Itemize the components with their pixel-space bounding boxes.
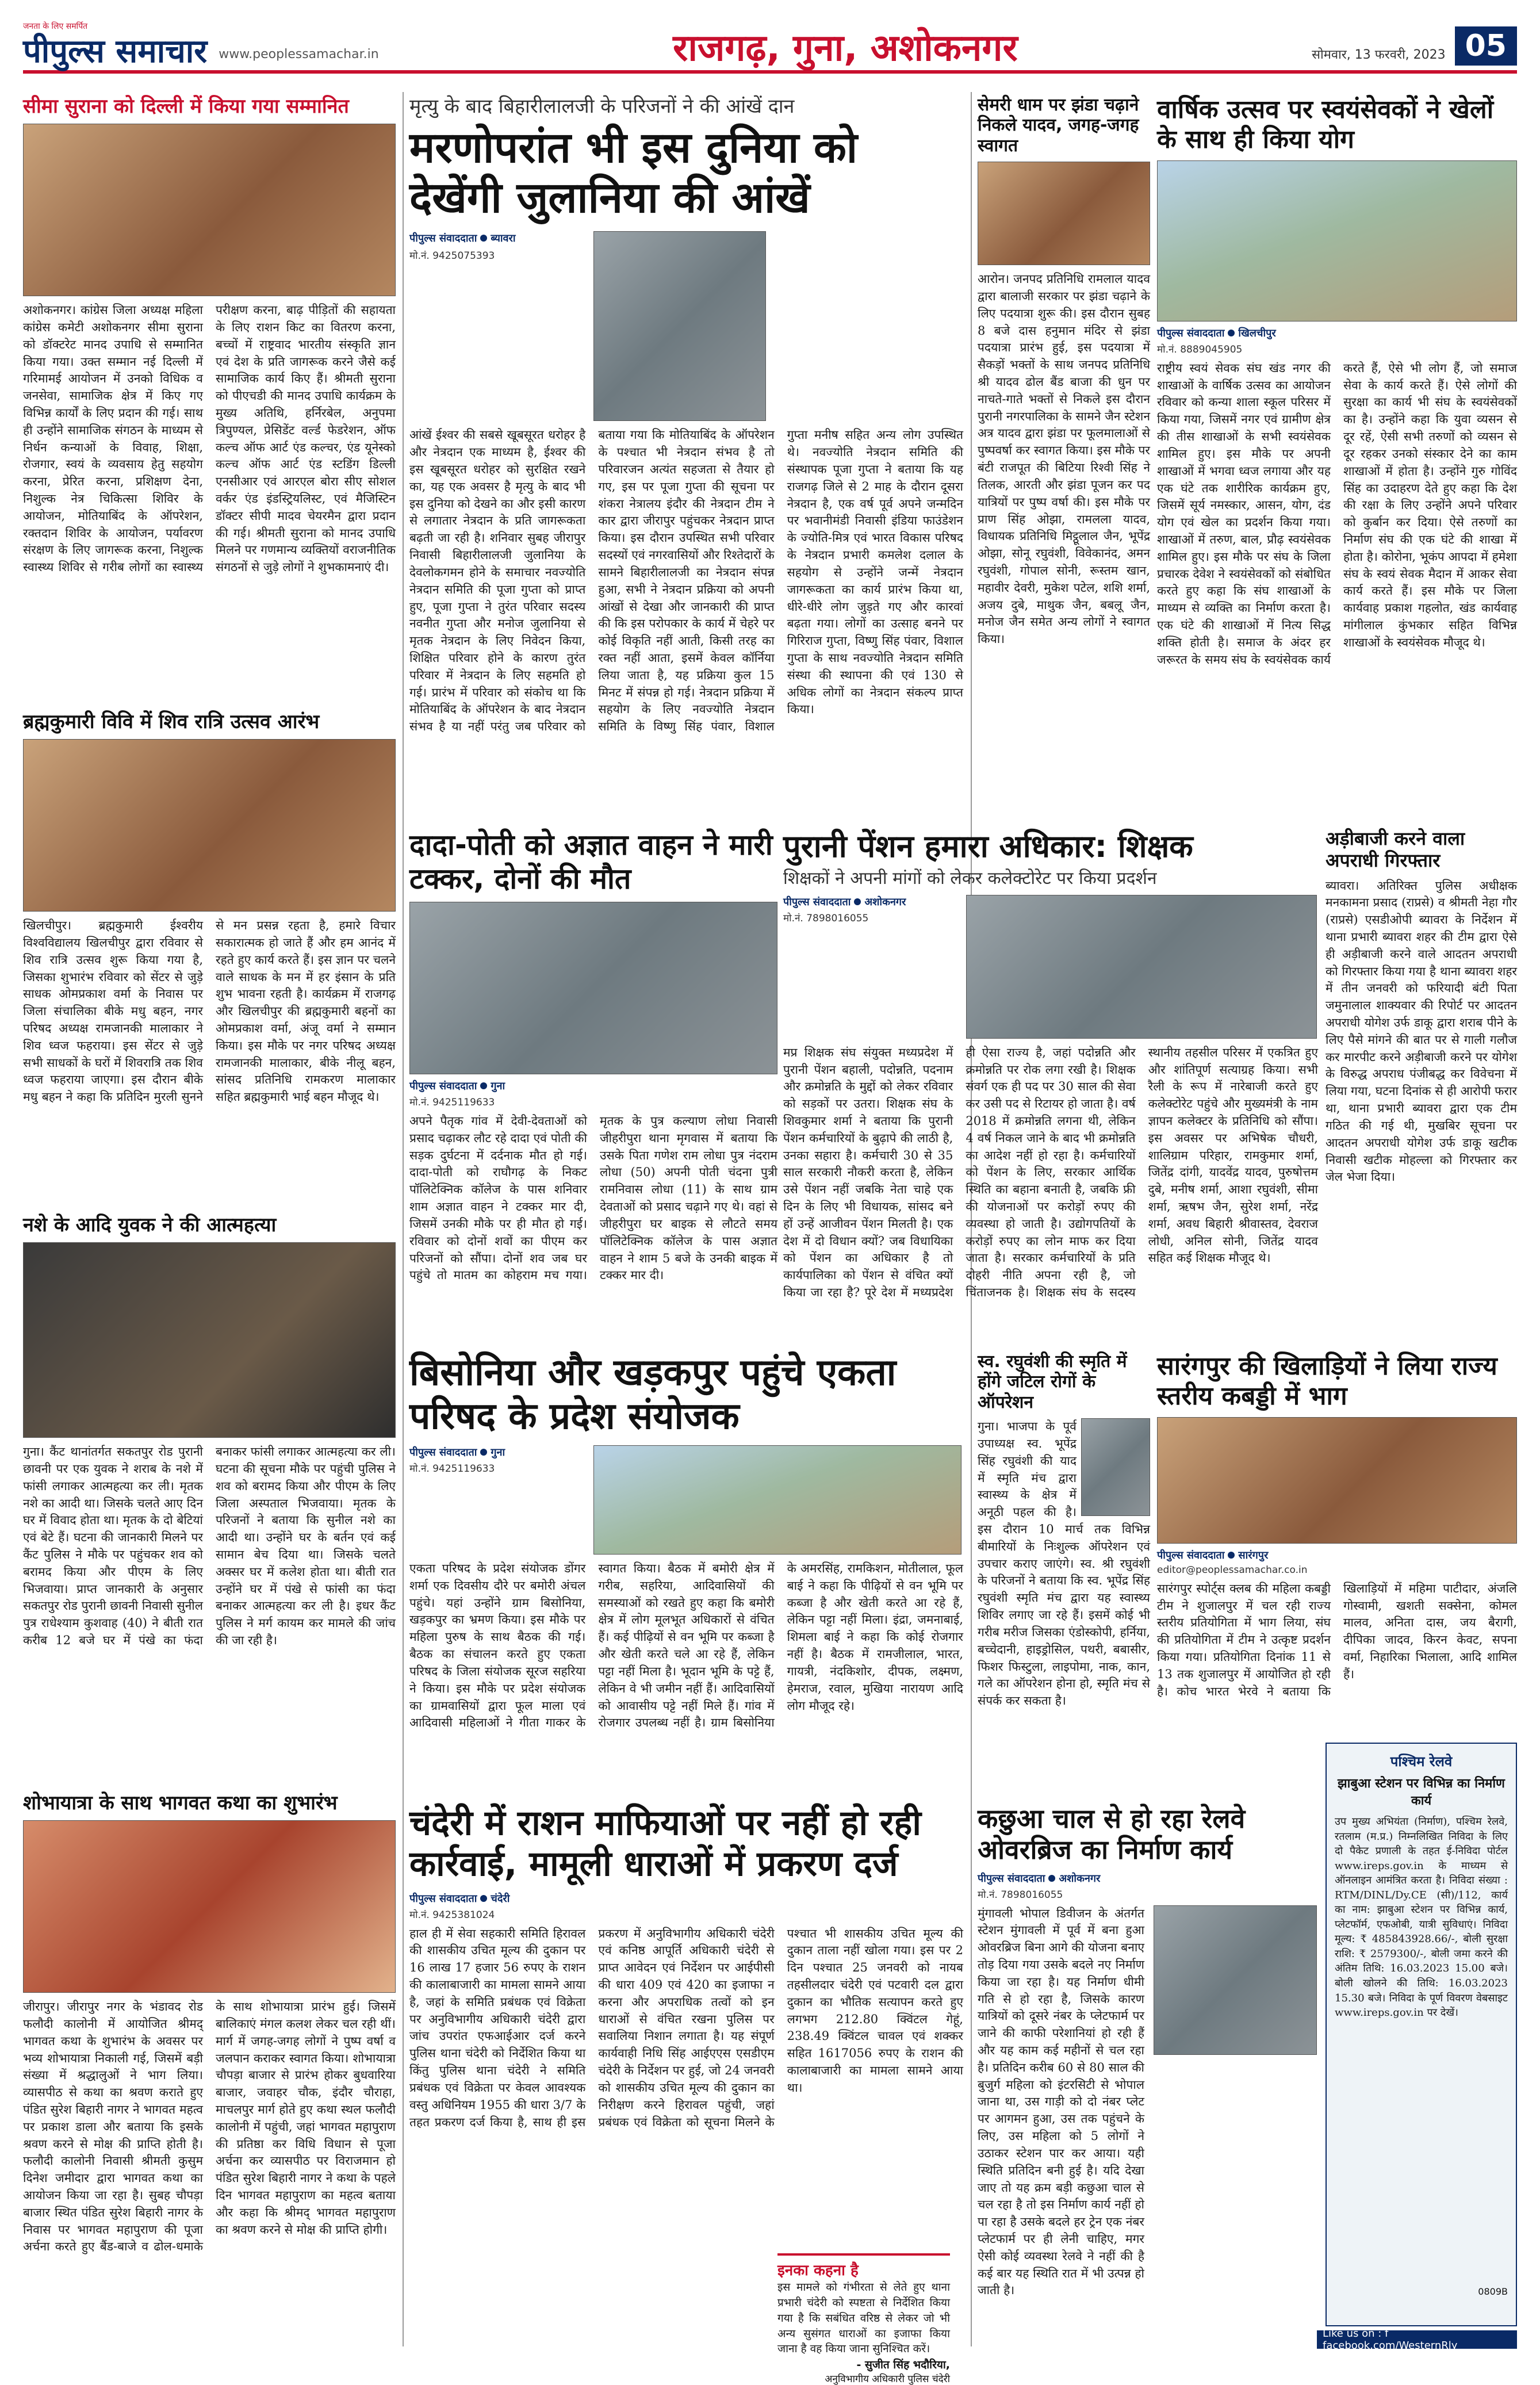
email[interactable]: editor@peoplessamachar.co.in <box>1157 1564 1308 1576</box>
dot-icon <box>480 1082 487 1089</box>
headline: सारंगपुर की खिलाड़ियों ने लिया राज्य स्तरीय कबड्डी में भाग <box>1157 1352 1497 1411</box>
mobile-number: मो.नं. 9425119633 <box>409 1097 495 1108</box>
byline: पीपुल्स संवाददाता ब्यावरा <box>409 232 516 245</box>
story-body: ब्यावरा। अतिरिक्त पुलिस अधीक्षक मनकामना प्रसाद (राप्रसे) व श्रीमती नेहा गौर (राप्रसे) एसडीओपी ब्यावरा के निर्देशन में थाना प्रभारी ब्यावरा शहर की टीम द्वारा ऐसे ही अड़ीबाजी करने वाले आदतन अपराधी को गिरफ्तार किया गया है थाना ब्यावरा शहर में तीन जनवरी को फरियादी बंटी पिता जमुनालाल शाक्यवार की रिपोर्ट पर आदतन अपराधी योगेश उर्फ डाकू द्वारा शराब पीने के लिए पैसे मांगने की बात पर से गाली गलौज कर मारपीट करने अड़ीबाजी करने पर योगेश के विरुद्ध अपराध पंजीबद्ध कर विवेचना में लिया गया, घटना दिनांक से ही आरोपी फरार था, थाना प्रभारी ब्यावरा द्वारा एक टीम गठित की गई थी, मुखबिर सूचना पर आदतन अपराधी योगेश उर्फ डाकू खटीक निवासी खटीक मोहल्ला को गिरफ्तार कर जेल भेजा दिया। <box>1326 878 1517 1184</box>
notice-code: 0809B <box>1478 2286 1508 2297</box>
byline: पीपुल्स संवाददाता अशोकनगर <box>978 1872 1101 1885</box>
story-body: एकता परिषद के प्रदेश संयोजक डोंगर शर्मा एक दिवसीय दौरे पर बमोरी अंचल पहुंचे। यहां उन्होंने ग्राम बिसोनिया, खड़कपुर का भ्रमण किया। इस मौके पर महिला पुरुष के साथ बैठक की गई। बैठक का संचालन करते हुए एकता परिषद के जिला संयोजक सूरज सहरिया ने किया। इस मौके पर प्रदेश संयोजक का ग्रामवासियों द्वारा फूल माला एवं आदिवासी महिलाओं ने गीता गाकर के स्वागत किया। बैठक में बमोरी क्षेत्र में गरीब, सहरिया, आदिवासियों की समस्याओं को रखते हुए कहा कि बमोरी क्षेत्र में लोग मूलभूत अधिकारों से वंचित हैं। कई पीढ़ियों से वन भूमि पर कब्जा है और खेती करते चले आ रहे हैं, लेकिन पट्टा नहीं मिला है। भूदान भूमि के पट्टे हैं, लेकिन वे भी जमीन नहीं हैं। आदिवासियों को आवासीय पट्टे नहीं मिले हैं। गांव में रोजगार उपलब्ध नहीं है। ग्राम बिसोनिया के अमरसिंह, रामकिशन, मोतीलाल, फूल बाई ने कहा कि पीढ़ियों से वन भूमि पर कब्जा है और खेती करते आ रहे हैं, लेकिन पट्टा नहीं मिला। इंद्रा, जमनाबाई, शिमला बाई ने कहा कि कोई रोजगार नहीं है। बैठक में रामजीलाल, भारत, गायत्री, नंदकिशोर, दीपक, लक्ष्मण, हेमराज, रवाल, मुखिया नारायण आदि लोग मौजूद रहे। <box>409 1561 963 1730</box>
story-semri <box>978 95 1150 820</box>
photo-kabaddi-team <box>1157 1417 1517 1544</box>
story-eye-donation <box>409 95 963 814</box>
story-body: गुना। भाजपा के पूर्व उपाध्यक्ष स्व. भूपेंद्र सिंह रघुवंशी की याद में स्मृति मंच द्वारा स्वास्थ्य के क्षेत्र में अनूठी पहल की है। इस दौरान 10 मार्च तक विभिन्न बीमारियों के निःशुल्क ऑपरेशन एवं उपचार कराए जाएंगे। स्व. श्री रघुवंशी के परिजनों ने बताया कि स्व. भूपेंद्र सिंह रघुवंशी स्मृति मंच द्वारा यह स्वास्थ्य शिविर लगाए जा रहे हैं। इसमें कोई भी गरीब मरीज जिसका एंडोस्कोपी, हर्निया, बच्चेदानी, हाइड्रोसिल, पथरी, बबासीर, फिशर फिस्टुला, लाइपोमा, नाक, कान, गले का ऑपरेशन होना हो, स्मृति मंच से संपर्क कर सकता है। <box>978 1419 1150 1708</box>
dateline: सोमवार, 13 फरवरी, 2023 <box>1312 48 1446 62</box>
quote-body: इस मामले को गंभीरता से लेते हुए थाना प्रभारी चंदेरी को स्पष्टता से निर्देशित किया गया है कि सबंधित वरिष्ठ से लेकर जो भी अन्य सुसंगत धाराओं का इजाफा किया जाना है वह किया जाना सुनिश्चित करें। <box>777 2280 950 2356</box>
byline: पीपुल्स संवाददाता खिलचीपुर <box>1157 327 1276 339</box>
story-body: जीरापुर। जीरापुर नगर के भंडावद रोड फलौदी कालोनी में आयोजित श्रीमद् भागवत कथा के शुभारंभ के अवसर पर भव्य शोभायात्रा निकाली गई, जिसमें बड़ी संख्या में श्रद्धालुओं ने भाग लिया। व्यासपीठ से कथा का श्रवण कराते हुए पंडित सुरेश बिहारी नागर ने भागवत महत्व पर प्रकाश डाला और बताया कि इसके श्रवण करने से मोक्ष की प्राप्ति होती है। फलौदी कालोनी निवासी श्रीमती कुसुम दिनेश जमीदार द्वारा भागवत कथा का आयोजन किया जा रहा है। सुबह चौपड़ा बाजार स्थित पंडित सुरेश बिहारी नागर के निवास पर भागवत महापुराण की पूजा अर्चना करते हुए बैंड-बाजे व ढोल-धमाके के साथ शोभायात्रा प्रारंभ हुई। जिसमें बालिकाएं मंगल कलश लेकर चल रही थीं। मार्ग में जगह-जगह लोगों ने पुष्प वर्षा व जलपान कराकर स्वागत किया। शोभायात्रा चौपड़ा बाजार से प्रारंभ होकर बुधवारिया बाजार, जवाहर चौक, इंदौर चौराहा, माचलपुर मार्ग होते हुए कथा स्थल फलौदी कालोनी में पहुंची, जहां भागवत महापुराण की प्रतिष्ठा कर विधि विधान से पूजा अर्चना कर व्यासपीठ पर विराजमान हो पंडित सुरेश बिहारी नागर ने कथा के पहले दिन भागवत महापुराण का महत्व बताया और कहा कि श्रीमद् भागवत महापुराण का श्रवण करने से मोक्ष की प्राप्ति होगी। <box>23 2000 396 2254</box>
dot-icon <box>480 1895 487 1902</box>
headline: ब्रह्मकुमारी विवि में शिव रात्रि उत्सव आरंभ <box>23 710 320 733</box>
story-body: गुना। कैंट थानांतर्गत सकतपुर रोड पुरानी छावनी पर एक युवक ने शराब के नशे में फांसी लगाकर आत्महत्या कर ली। मृतक नशे का आदी था। जिसके चलते आए दिन घर में विवाद होता था। मृतक के दो बेटियां एवं बेटे हैं। घटना की जानकारी मिलने पर कैंट पुलिस ने मौके पर पहुंचकर शव को बरामद किया और पीएम के लिए भिजवाया। प्राप्त जानकारी के अनुसार सकतपुर रोड पुरानी छावनी निवासी सुनील पुत्र राधेश्याम कुशवाह (40) ने बीती रात करीब 12 बजे घर में पंखे का फंदा बनाकर फांसी लगाकर आत्महत्या कर ली। घटना की सूचना मौके पर पहुंची पुलिस ने शव को बरामद किया और पीएम के लिए जिला अस्पताल भिजवाया। मृतक के परिजनों ने बताया कि सुनील नशे का आदी था। उन्होंने घर के बर्तन एवं कई सामान बेच दिया था। जिसके चलते अक्सर घर में कलेश होता था। बीती रात उन्होंने घर में पंखे से फांसी का फंदा बनाकर आत्महत्या कर ली है। इधर कैंट पुलिस ने मर्ग कायम कर मामले की जांच की जा रही है। <box>23 1445 396 1648</box>
photo-portrait <box>593 231 766 421</box>
story-body: अशोकनगर। कांग्रेस जिला अध्यक्ष महिला कांग्रेस कमेटी अशोकनगर सीमा सुराना को डॉक्टरेट मानद उपाधि से सम्मानित किया गया। उक्त सम्मान नई दिल्ली में गरिमामई आयोजन में उनको विधिक व जनसेवा, सामाजिक क्षेत्र में किए गए विभिन्न कार्यों के लिए प्रदान की गई। साथ ही उन्होंने सामाजिक संगठन के माध्यम से निर्धन कन्याओं के विवाह, शिक्षा, रोजगार, स्वयं के व्यवसाय हेतु सहयोग करना, प्रेरित करना, प्रशिक्षण देना, निशुल्क नेत्र चिकित्सा शिविर के आयोजन, मोतियाबिंद के ऑपरेशन, रक्तदान शिविर के आयोजन, पर्यावरण संरक्षण के लिए जागरूक करना, निशुल्क स्वास्थ्य शिविर से गरीब लोगों का स्वास्थ्य परीक्षण करना, बाढ़ पीड़ितों की सहायता के लिए राशन किट का वितरण करना, बच्चों में राष्ट्रवाद भारतीय संस्कृति ज्ञान एवं देश के प्रति जागरूक करने जैसे कई सामाजिक कार्य किए हैं। श्रीमती सुराना को पीएचडी की मानद उपाधि कार्यक्रम के मुख्य अतिथि, हर्निरबेल, अनुपमा त्रिपुण्यल, प्रेसिडेंट वर्ल्ड फेडरेशन, ऑफ कल्च ऑफ आर्ट एंड कल्चर, एंड यूनेस्को कल्च ऑफ आर्ट एंड स्टडिंग डिल्ली एनसीआर एवं आरएल बोरा सीए सोशल वर्कर एंड इंडस्ट्रियलिस्ट, एवं मैजिस्टिन डॉक्टर सीपी मादव चेयरमैन द्वारा प्रदान की गई। श्रीमती सुराना को मानद उपाधि मिलने पर गणमान्य व्यक्तियों वराजनीतिक संगठनों से जुड़े लोगों ने शुभकामनाएं दी। <box>23 303 396 575</box>
tender-notice <box>1326 1743 1517 2326</box>
photo-meeting <box>593 1445 961 1555</box>
dot-icon <box>1228 330 1235 336</box>
headline: अड़ीबाजी करने वाला अपराधी गिरफ्तार <box>1326 828 1465 871</box>
byline: पीपुल्स संवाददाता अशोकनगर <box>783 895 906 908</box>
story-body: मप्र शिक्षक संघ संयुक्त मध्यप्रदेश में पुरानी पेंशन बहाली, पदोन्नति, पदनाम और क्रमोन्नति के मुद्दों को लेकर रविवार को सड़कों पर उतरा। शिक्षक संघ के शिवकुमार शर्मा ने बताया कि पुरानी पेंशन कर्मचारियों के बुढ़ापे की लाठी है, उनका सहारा है। कर्मचारी 30 से 35 साल सरकारी नौकरी करता है, लेकिन उसे पेंशन नहीं जबकि नेता चाहे एक दिन के लिए भी विधायक, सांसद बने हों उन्हें आजीवन पेंशन मिलती है। एक देश में दो विधान क्यों? जब विधायिका को पेंशन का अधिकार है तो कार्यपालिका को पेंशन से वंचित क्यों किया जा रहा है? पूरे देश में मध्यप्रदेश ही ऐसा राज्य है, जहां पदोन्नति और क्रमोन्नति पर रोक लगा रखी है। शिक्षक संवर्ग एक ही पद पर 30 साल की सेवा कर उसी पद से रिटायर हो जाता है। वर्ष 2018 में क्रमोन्नति लगना थी, लेकिन 4 वर्ष निकल जाने के बाद भी क्रमोन्नति का आदेश नहीं हो रहा है। कर्मचारियों को पेंशन के लिए, सरकार आर्थिक स्थिति का बहाना बनाती है, जबकि फ्री की योजनाओं पर करोड़ों रुपए की व्यवस्था हो जाती है। उद्योगपतियों के करोड़ों रुपए का लोन माफ कर दिया जाता है। सरकार कर्मचारियों के प्रति दोहरी नीति अपना रही है, जो चिंताजनक है। शिक्षक संघ के सदस्य स्थानीय तहसील परिसर में एकत्रित हुए और शांतिपूर्ण सत्याग्रह किया। सभी रैली के रूप में नारेबाजी करते हुए कलेक्टोरेट पहुंचे और मुख्यमंत्री के नाम ज्ञापन कलेक्टर के प्रतिनिधि को सौंपा। इस अवसर पर अभिषेक चौधरी, शालिग्राम परिहार, रामकुमार शर्मा, जितेंद्र दांगी, यादवेंद्र यादव, पुरुषोत्तम दुबे, मनीष शर्मा, आशा रघुवंशी, सीमा शर्मा, ऋषभ जैन, सुरेश शर्मा, नरेंद्र शर्मा, अवध बिहारी श्रीवास्तव, देवराज लोधी, अनिल सोनी, जितेंद्र यादव सहित कई शिक्षक मौजूद थे। <box>783 1045 1318 1300</box>
story-body: मुंगावली भोपाल डिवीजन के अंतर्गत स्टेशन मुंगावली में पूर्व में बना हुआ ओवरब्रिज बिना आगे की योजना बनाए तोड़ दिया गया उसके बदले नए निर्माण किया जा रहा है। यह निर्माण धीमी गति से हो रहा है, जिसके कारण यात्रियों को दूसरे नंबर के प्लेटफार्म पर जाने की काफी परेशानियां हो रही हैं और यह काम कई महीनों से चल रहा है। प्रतिदिन करीब 60 से 80 साल की बुजुर्ग महिला को इंटरसिटी से भोपाल जाना था, उस गाड़ी को दो नंबर प्लेट पर आगमन हुआ, उस तक पहुंचने के लिए, उस महिला को 5 लोगों ने उठाकर स्टेशन पार कर आया। यही स्थिति प्रतिदिन बनी हुई है। यदि देखा जाए तो यह क्रम बड़ी कछुआ चाल से चल रहा है तो इस निर्माण कार्य नहीं हो पा रहा है उसके बदले हर ट्रेन एक नंबर प्लेटफार्म पर ही लेनी चाहिए, मगर ऐसी कोई व्यवस्था रेलवे ने नहीं की है कई बार यह स्थिति रात में भी उत्पन्न हो जाती है। <box>978 1906 1144 2298</box>
story-accident <box>409 828 777 1334</box>
story-raghuvanshi <box>978 1352 1150 1789</box>
story-brahmakumari <box>23 710 396 1205</box>
photo-rss-event <box>1157 160 1517 321</box>
headline: पुरानी पेंशन हमारा अधिकार: शिक्षक <box>783 828 1193 864</box>
byline: पीपुल्स संवाददाता चंदेरी <box>409 1892 510 1905</box>
photo-accident <box>409 902 777 1074</box>
masthead <box>23 22 1517 74</box>
story-body: अपने पैतृक गांव में देवी-देवताओं को प्रसाद चढ़ाकर लौट रहे दादा एवं पोती की सड़क दुर्घटना में दर्दनाक मौत हो गई। दादा-पोती को राघौगढ़ के निकट पॉलिटेक्निक कॉलेज के पास शनिवार शाम अज्ञात वाहन ने टक्कर मार दी, जिसमें उनकी मौके पर ही मौत हो गई। रविवार को दोनों शवों का पीएम कर परिजनों को सौंपा। दोनों शव जब घर पहुंचे तो मातम का कोहराम मच गया। मृतक के पुत्र कल्याण लोधा निवासी जीहरीपुरा थाना मृगवास में बताया कि उसके पिता गणेश राम लोधा पुत्र नंदराम लोधा (50) अपनी पोती चंदना पुत्री रामनिवास लोधा (11) के साथ ग्राम देवताओं को प्रसाद चढ़ाने गए थे। वहां से जीहरीपुरा घर बाइक से लौटते समय पॉलिटेक्निक कॉलेज के पास अज्ञात वाहन ने शाम 5 बजे के उनकी बाइक में टक्कर मार दी। <box>409 1114 777 1283</box>
photo-incident <box>23 1242 396 1438</box>
story-body: आंखें ईश्वर की सबसे खूबसूरत धरोहर है और नेत्रदान एक माध्यम है, ईश्वर की इस खूबसूरत धरोहर को सुरक्षित रखने का, यह एक अवसर है मृत्यु के बाद भी इस दुनिया को देखने का और इसी कारण से लगातार नेत्रदान के प्रति जागरूकता बढ़ती जा रही है। शनिवार सुबह जीरापुर निवासी बिहारीलालजी जुलानिया के देवलोकगमन होने के समाचार नवज्योति नेत्रदान समिति की पूजा गुप्ता को प्राप्त हुए, पूजा गुप्ता ने तुरंत परिवार सदस्य नवनीत गुप्ता और मनोज जुलानिया से मृतक नेत्रदान के लिए निवेदन किया, शिक्षित परिवार होने के कारण तुरंत परिवार में नेत्रदान के लिए सहमति हो गई। प्रारंभ में परिवार को संकोच था कि मोतियाबिंद के ऑपरेशन के बाद नेत्रदान संभव है या नहीं परंतु जब परिवार को बताया गया कि मोतियाबिंद के ऑपरेशन के पश्चात भी नेत्रदान संभव है तो परिवारजन अत्यंत सहजता से तैयार हो गए, इस पर पूजा गुप्ता की सूचना पर शंकरा नेत्रालय इंदौर की नेत्रदान टीम ने कार द्वारा जीरापुर पहुंचकर नेत्रदान प्राप्त किया। इस दौरान उपस्थित सभी परिवार सदस्यों एवं नगरवासियों और रिश्तेदारों के सामने बिहारीलालजी का नेत्रदान संपन्न हुआ, सभी ने नेत्रदान प्रक्रिया को अपनी आंखों से देखा और जानकारी की प्राप्त की कि इस परोपकार के कार्य में चेहरे पर कोई विकृति नहीं आती, किसी तरह का रक्त नहीं आता, इसमें केवल कॉर्निया लिया जाता है, यह प्रक्रिया कुल 15 मिनट में संपन्न हो गई। नेत्रदान प्रक्रिया में सहयोग के लिए नवज्योति नेत्रदान समिति के विष्णु सिंह पंवार, विशाल गुप्ता मनीष सहित अन्य लोग उपस्थित थे। नवज्योति नेत्रदान समिति की संस्थापक पूजा गुप्ता ने बताया कि यह राजगढ़ जिले से 2 माह के दौरान दूसरा नेत्रदान है, एक वर्ष पूर्व अपने जन्मदिन पर भवानीमंडी निवासी इंडिया फाउंडेशन के ज्योति-मित्र एवं भारत विकास परिषद के नेत्रदान प्रभारी कमलेश दलाल के सहयोग से उन्होंने जन्में नेत्रदान जागरूकता का कार्य प्रारंभ किया था, धीरे-धीरे लोग जुड़ते गए और कारवां बढ़ता गया। लोगों का उत्साह बनने पर गिरिराज गुप्ता, विष्णु सिंह पंवार, विशाल गुप्ता के साथ नवज्योति नेत्रदान समिति संस्था की स्थापना की एवं 130 से अधिक लोगों का नेत्रदान संकल्प प्राप्त किया। <box>409 428 963 734</box>
photo-padyatra <box>978 162 1150 265</box>
quote-role: अनुविभागीय अधिकारी पुलिस चंदेरी <box>825 2373 950 2385</box>
mobile-number: मो.नं. 7898016055 <box>978 1889 1063 1901</box>
headline: सीमा सुराना को दिल्ली में किया गया सम्मानित <box>23 95 349 118</box>
photo-portrait <box>1081 1418 1150 1516</box>
mobile-number: मो.नं. 8889045905 <box>1157 343 1243 355</box>
notice-subtitle: झाबुआ स्टेशन पर विभिन्न का निर्माण कार्य <box>1338 1777 1505 1808</box>
quote-title: इनका कहना है <box>777 2261 859 2279</box>
story-suicide <box>23 1213 396 1777</box>
story-body: खिलचीपुर। ब्रह्मकुमारी ईश्वरीय विश्वविद्यालय खिलचीपुर द्वारा रविवार से शिव रात्रि उत्सव शुरू किया गया है, जिसका शुभारंभ रविवार को सेंटर से जुड़े साधक ओमप्रकाश वर्मा के निवास पर जिला संचालिका बीके मधु बहन, नगर परिषद अध्यक्ष रामजानकी मालाकार ने शिव ध्वज फहराया। इस सेंटर से जुड़े सभी साधकों के घरों में शिवरात्रि तक शिव ध्वज फहराया जाएगा। इस दौरान बीके मधु बहन ने कहा कि प्रतिदिन मुरली सुनने से मन प्रसन्न रहता है, हमारे विचार सकारात्मक हो जाते हैं और हम आनंद में रहते हुए कार्य करते हैं। इस ज्ञान पर चलने वाले साधक के मन में हर इंसान के प्रति शुभ भावना रहती है। कार्यक्रम में राजगढ़ और खिलचीपुर की ब्रह्मकुमारी बहनों का ओमप्रकाश वर्मा, अंजू वर्मा ने सम्मान किया। इस मौके पर नगर परिषद अध्यक्ष रामजानकी मालाकार, बीके नीलू बहन, सांसद प्रतिनिधि रामकरण मालाकार सहित ब्रह्मकुमारी भाई बहन मौजूद थे। <box>23 918 396 1104</box>
byline: पीपुल्स संवाददाता गुना <box>409 1446 505 1459</box>
headline: दादा-पोती को अज्ञात वाहन ने मारी टक्कर, दोनों की मौत <box>409 828 773 895</box>
story-chanderi <box>409 1803 963 2385</box>
headline: वार्षिक उत्सव पर स्वयंसेवकों ने खेलों के साथ ही किया योग <box>1157 95 1494 154</box>
photo-protest <box>966 895 1317 1039</box>
headline: कछुआ चाल से हो रहा रेलवे ओवरब्रिज का निर्माण कार्य <box>978 1803 1246 1866</box>
social-bar[interactable] <box>1317 2327 1517 2352</box>
kicker: मृत्यु के बाद बिहारीलालजी के परिजनों ने की आंखें दान <box>409 95 795 118</box>
byline: पीपुल्स संवाददाता गुना <box>409 1080 505 1092</box>
story-kabaddi <box>1157 1352 1517 1731</box>
mobile-number: मो.नं. 9425381024 <box>409 1909 495 1921</box>
headline: शोभायात्रा के साथ भागवत कथा का शुभारंभ <box>23 1791 338 1814</box>
dot-icon <box>1048 1875 1055 1882</box>
story-body: सारंगपुर स्पोर्ट्स क्लब की महिला कबड्डी टीम ने शुजालपुर में चल रही राज्य स्तरीय प्रतियोगिता में भाग लिया, संघ की प्रतियोगिता में टीम ने उत्कृष्ट प्रदर्शन किया गया। प्रतियोगिता दिनांक 11 से 13 तक शुजालपुर में आयोजित हो रही है। कोच भारत भेरवे ने बताया कि खिलाड़ियों में महिमा पाटीदार, अंजलि गोस्वामी, खशती सक्सेना, कोमल मालव, अनिता दास, जय बैरागी, दीपिका जादव, किरन केवट, सपना वर्मा, निहारिका भिलाला, आदि शामिल हैं। <box>1157 1581 1517 1698</box>
photo-award-ceremony <box>23 124 396 296</box>
story-pension <box>783 828 1318 1340</box>
story-bhagwat <box>23 1791 396 2346</box>
logo-tagline: जनता के लिए समर्पित <box>23 21 88 31</box>
page-number: 05 <box>1455 26 1517 66</box>
dot-icon <box>1228 1552 1235 1559</box>
headline: स्व. रघुवंशी की स्मृति में होंगे जटिल रोगों के ऑपरेशन <box>978 1352 1127 1412</box>
story-body: राष्ट्रीय स्वयं सेवक संघ खंड नगर की शाखाओं के वार्षिक उत्सव का आयोजन रविवार को कन्या शाला स्कूल परिसर में किया गया, जिसमें नगर एवं ग्रामीण क्षेत्र की तीस शाखाओं के सभी स्वयंसेवक शामिल हुए। इस मौके पर अपनी शाखाओं में भगवा ध्वज लगाया और यह एक घंटे तक शारीरिक कार्यक्रम हुए, जिसमें सूर्य नमस्कार, आसन, योग, दंड योग एवं खेल का प्रदर्शन किया गया। शाखाओं में तरुण, बाल, प्रौढ़ स्वयंसेवक शामिल हुए। इस मौके पर संघ के जिला प्रचारक देवेश ने स्वयंसेवकों को संबोधित करते हुए कहा कि संघ शाखाओं के माध्यम से व्यक्ति का निर्माण करता है। एक घंटे की शाखाओं में नित्य सिद्ध शक्ति होती है। समाज के अंदर हर जरूरत के समय संघ के स्वयंसेवक कार्य करते हैं, ऐसे भी लोग हैं, जो समाज सेवा के कार्य करते हैं। ऐसे लोगों की सुरक्षा का कार्य भी संघ के स्वयंसेवकों का है। उन्होंने कहा कि युवा व्यसन से दूर रहें, ऐसी सभी तरुणों को व्यसन से दूर रहकर उनको संस्कार देने का काम शाखाओं में होता है। उन्होंने गुरु गोविंद सिंह का उदाहरण देते हुए कहा कि देश की रक्षा के लिए उन्होंने अपने परिवार को कुर्बान कर दिया। ऐसे तरुणों का निर्माण संघ की एक घंटे की शाखा में होता है। कोरोना, भूकंप आपदा में हमेशा संघ के स्वयं सेवक मैदान में आकर सेवा कार्य करते हैं। इस मौके पर जिला कार्यवाह प्रकाश गहलोत, खंड कार्यवाह मांगीलाल कुंभकार सहित विभिन्न शाखाओं के स्वयंसेवक मौजूद थे। <box>1157 361 1517 667</box>
logo <box>23 21 207 72</box>
story-ekta-parishad <box>409 1352 963 1789</box>
website[interactable]: www.peoplessamachar.in <box>219 47 379 62</box>
headline: मरणोपरांत भी इस दुनिया को देखेंगी जुलानिया की आंखें <box>409 122 858 223</box>
story-overbridge <box>978 1803 1317 2346</box>
story-arrest <box>1326 828 1517 1340</box>
photo-shivratri-event <box>23 739 396 912</box>
story-seema <box>23 95 396 624</box>
notice-body: उप मुख्य अभियंता (निर्माण), पश्चिम रेलवे, रतलाम (म.प्र.) निम्नलिखित निविदा के लिए दो पैकेट प्रणाली के तहत ई-निविदा पोर्टल www.ireps.gov.in के माध्यम से ऑनलाइन आमंत्रित करता है। निविदा संख्या : RTM/DINL/Dy.CE (सी)/112, कार्य का नाम: झाबुआ स्टेशन पर विभिन्न कार्य, प्लेटफॉर्म, एफओबी, यात्री सुविधाएं। निविदा मूल्य: ₹ 485843928.66/-, बोली सुरक्षा राशि: ₹ 2579300/-, बोली जमा करने की अंतिम तिथि: 16.03.2023 15.00 बजे। बोली खोलने की तिथि: 16.03.2023 15.30 बजे। निविदा के पूर्ण विवरण वेबसाइट www.ireps.gov.in पर देखें। <box>1335 1816 1508 2019</box>
dot-icon <box>480 235 487 242</box>
headline: नशे के आदि युवक ने की आत्महत्या <box>23 1213 277 1236</box>
social-link[interactable]: Like us on : f facebook.com/WesternRly <box>1323 2327 1458 2352</box>
headline: सेमरी धाम पर झंडा चढ़ाने निकले यादव, जगह-जगह स्वागत <box>978 95 1139 156</box>
mobile-number: मो.नं. 7898016055 <box>783 912 869 924</box>
logo-text: पीपुल्स समाचार <box>23 32 208 70</box>
mobile-number: मो.नं. 9425075393 <box>409 250 495 262</box>
story-yoga <box>1157 95 1517 820</box>
quote-name: - सुजीत सिंह भदौरिया, <box>856 2359 950 2372</box>
column-rule <box>403 92 404 2346</box>
kicker: शिक्षकों ने अपनी मांगों को लेकर कलेक्टोरेट पर किया प्रदर्शन <box>783 868 1157 889</box>
story-body: हाल ही में सेवा सहकारी समिति हिरावल की शासकीय उचित मूल्य की दुकान पर 16 लाख 17 हजार 56 रुपए के राशन की कालाबाजारी का मामला सामने आया है, जहां के समिति प्रबंधक एवं विक्रेता पर अनुविभागीय अधिकारी चंदेरी द्वारा जांच उपरांत एफआईआर दर्ज करने पुलिस थाना चंदेरी को निर्देशित किया था किंतु पुलिस थाना चंदेरी ने समिति प्रबंधक एवं विक्रेता पर केवल आवश्यक वस्तु अधिनियम 1955 की धारा 3/7 के तहत प्रकरण दर्ज किया है, साथ ही इस प्रकरण में अनुविभागीय अधिकारी चंदेरी एवं कनिष्ठ आपूर्ति अधिकारी चंदेरी से प्राप्त आवेदन एवं निर्देशन पर आईपीसी की धारा 409 एवं 420 का इजाफा न करना और अपराधिक तत्वों को इन धाराओं से वंचित रखना पुलिस पर सवालिया निशान लगाता है। यह संपूर्ण कार्यवाही निधि सिंह आईएएस एसडीएम चंदेरी के निर्देशन पर हुई, जो 24 जनवरी को शासकीय उचित मूल्य की दुकान का निरीक्षण करने हिरावल पहुंची, जहां प्रबंधक एवं विक्रेता को सूचना मिलने के पश्चात भी शासकीय उचित मूल्य की दुकान ताला नहीं खोला गया। इस पर 2 दिन पश्चात 25 जनवरी को नायब तहसीलदार चंदेरी एवं पटवारी दल द्वारा दुकान का भौतिक सत्यापन करते हुए लगभग 212.80 क्विंटल गेहूं, 238.49 क्विंटल चावल एवं शक्कर सहित 1617056 रुपए के राशन की कालाबाजारी का मामला सामने आया था। <box>409 1926 963 2129</box>
notice-title: पश्चिम रेलवे <box>1390 1754 1453 1770</box>
story-body: आरोन। जनपद प्रतिनिधि रामलाल यादव द्वारा बालाजी सरकार पर झंडा चढ़ाने के लिए पदयात्रा शुरू की। इस दौरान सुबह 8 बजे दास हनुमान मंदिर से झंडा पदयात्रा प्रारंभ हुई, इस पदयात्रा में सैकड़ों भक्तों के साथ जनपद प्रतिनिधि श्री यादव ढोल बैंड बाजा की धुन पर नाचते-गाते भक्तों से निकले इस दौरान पुरानी नगरपालिका के सामने जैन स्टेशन अत्र यादव द्वारा झंडा पर फूलमालाओं से पुष्पवर्षा कर स्वागत किया। इस मौके पर बंटी राजपूत की बिटिया रिश्वी सिंह ने तिलक, आरती और झंडा पूजन कर पद यात्रियों पर पुष्प वर्षा की। इस मौके पर प्राण सिंह ओझा, रामलला यादव, विधायक प्रतिनिधि मिट्ठूलाल जैन, भूपेंद्र ओझा, सोनू रघुवंशी, विवेकानंद, अमन रघुवंशी, गोपाल सोनी, रूस्तम खान, महावीर देवरी, मुकेश पटेल, शशि शर्मा, अजय दुबे, माथुक जैन, बबलू जैन, मनोज जैन समेत अन्य लोगों ने स्वागत किया। <box>978 272 1151 646</box>
mobile-number: मो.नं. 9425119633 <box>409 1463 495 1475</box>
photo-station <box>1154 1905 1317 2055</box>
byline: पीपुल्स संवाददाता सारंगपुर <box>1157 1549 1269 1561</box>
headline: चंदेरी में राशन माफियाओं पर नहीं हो रही कार्रवाई, मामूली धाराओं में प्रकरण दर्ज <box>409 1803 921 1884</box>
section-title: राजगढ़, गुना, अशोकनगर <box>673 26 1018 70</box>
photo-shobhayatra <box>23 1820 396 1993</box>
dot-icon <box>480 1449 487 1456</box>
dot-icon <box>854 898 861 905</box>
quote-box <box>777 2253 950 2385</box>
headline: बिसोनिया और खड़कपुर पहुंचे एकता परिषद के प्रदेश संयोजक <box>409 1352 897 1438</box>
